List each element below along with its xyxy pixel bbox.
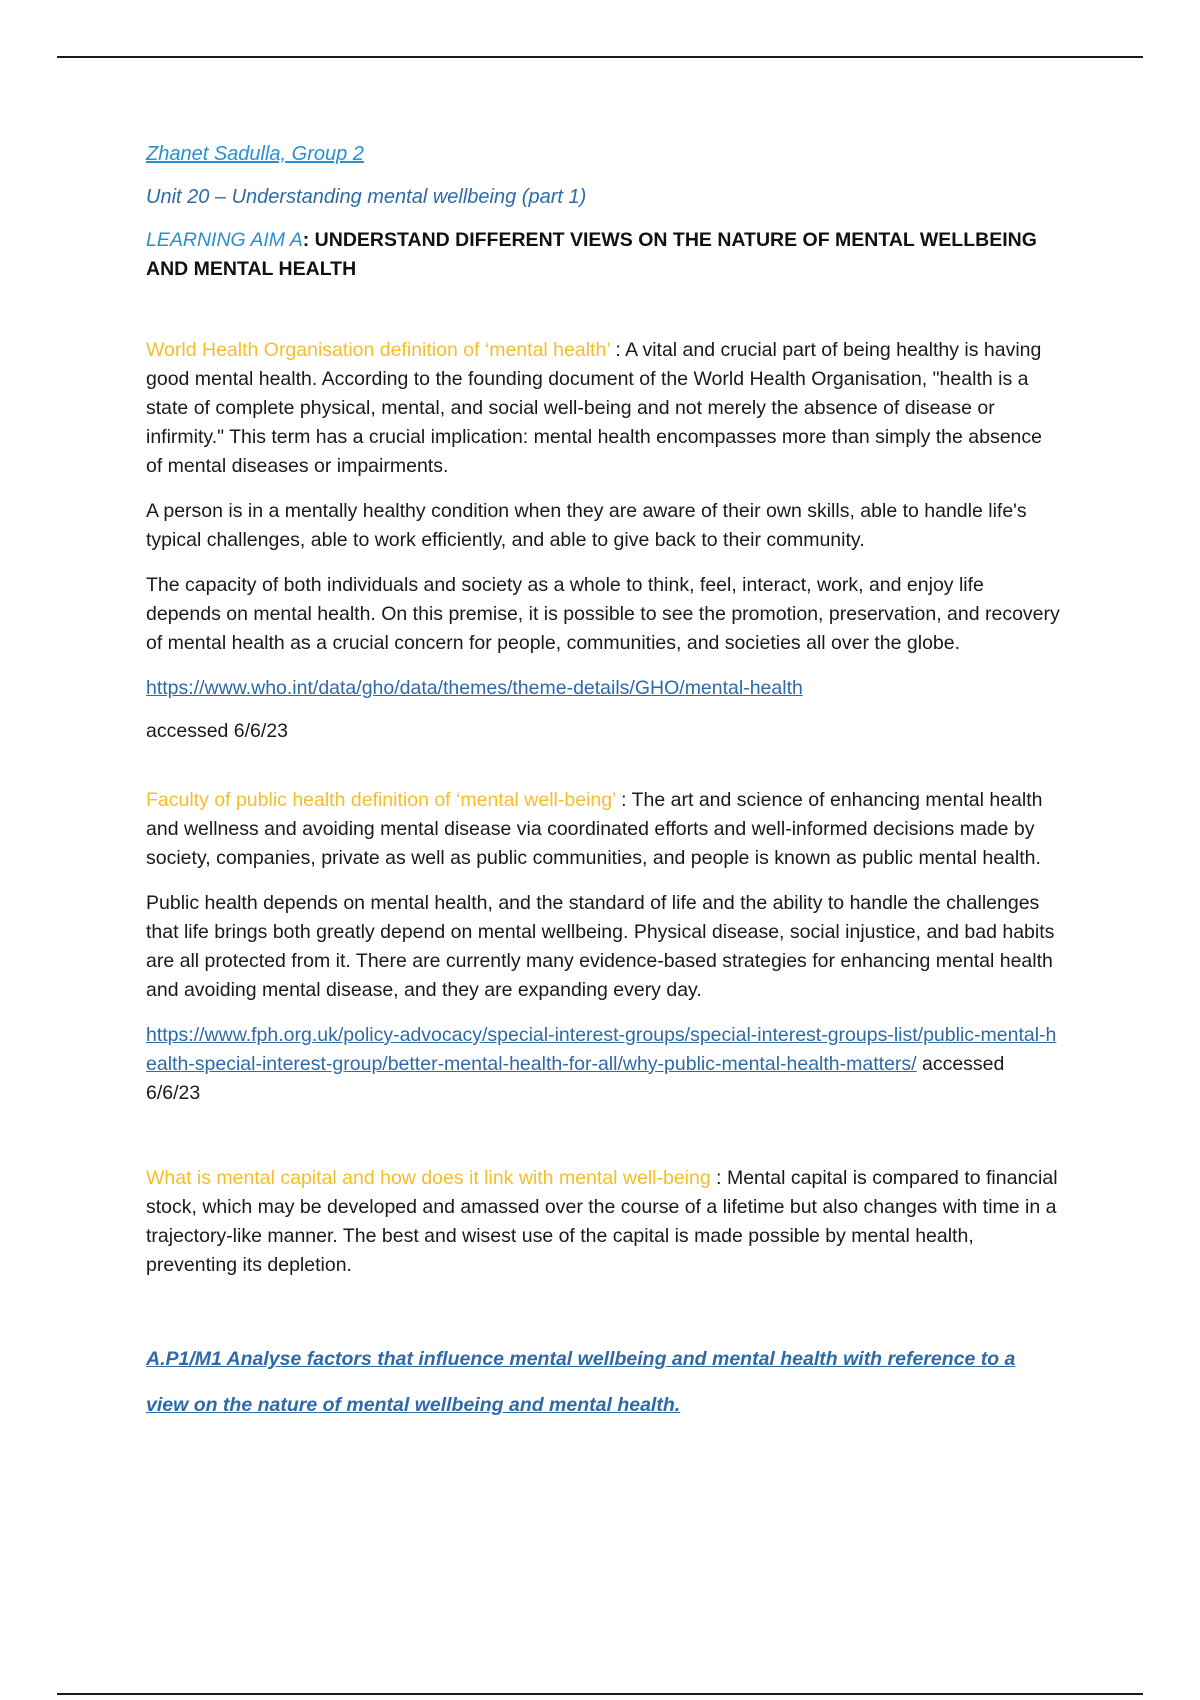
who-link-line: [146, 674, 1061, 703]
capital-paragraph: [146, 1164, 1061, 1280]
author-name[interactable]: Zhanet Sadulla, Group 2: [146, 143, 364, 165]
fph-section: [146, 786, 1061, 1108]
who-intro-text: : A vital and crucial part of being healthy is having good mental health. According to the founding document of the World Health Organisation, "health is a state of complete physical, mental, and social well-being and not merely the absence of disease or infirmity." This term has a crucial implication: mental health encompasses more than simply the absence of mental diseases or impairments.: [146, 339, 1043, 477]
fph-paragraph-2: Public health depends on mental health, and the standard of life and the ability to handle the challenges that life brings both greatly depend on mental wellbeing. Physical disease, social injustice, and bad habits are all protected from it. There are currently many evidence-based strategies for enhancing mental health and avoiding mental disease, and they are expanding every day.: [146, 892, 1055, 1001]
author-line: [146, 140, 1061, 183]
who-link[interactable]: https://www.who.int/data/gho/data/themes/theme-details/GHO/mental-health: [146, 677, 803, 699]
bottom-rule: [57, 1693, 1143, 1695]
task-heading[interactable]: A.P1/M1 Analyse factors that influence mental wellbeing and mental health with reference to a view on the nature of mental wellbeing and mental health.: [146, 1348, 1016, 1416]
task-section: [146, 1336, 1061, 1428]
document-body: [146, 140, 1061, 1428]
who-paragraph-2: A person is in a mentally healthy condition when they are aware of their own skills, able to handle life's typical challenges, able to work efficiently, and able to give back to their community.: [146, 500, 1027, 551]
learning-aim-label: LEARNING AIM A: [146, 229, 303, 251]
capital-section: [146, 1164, 1061, 1280]
capital-intro-text: : Mental capital is compared to financial stock, which may be developed and amassed over the course of a lifetime but also changes with time in a trajectory-like manner. The best and wisest use of the capital is made possible by mental health, preventing its depletion.: [146, 1167, 1058, 1276]
learning-aim: [146, 226, 1061, 284]
fph-accessed: accessed 6/6/23: [146, 1053, 1005, 1104]
fph-heading: Faculty of public health definition of ‘mental well-being’: [146, 789, 616, 811]
unit-title: Unit 20 – Understanding mental wellbeing (part 1): [146, 186, 587, 208]
who-accessed: accessed 6/6/23: [146, 720, 289, 742]
fph-intro-paragraph: [146, 786, 1061, 873]
who-section: [146, 336, 1061, 746]
capital-heading: What is mental capital and how does it link with mental well-being: [146, 1167, 711, 1189]
top-rule: [57, 56, 1143, 58]
fph-link-line: [146, 1021, 1061, 1108]
who-paragraph-3: The capacity of both individuals and society as a whole to think, feel, interact, work, and enjoy life depends on mental health. On this premise, it is possible to see the promotion, preservation, and recovery of mental health as a crucial concern for people, communities, and societies all over the globe.: [146, 574, 1060, 654]
learning-aim-text: : UNDERSTAND DIFFERENT VIEWS ON THE NATURE OF MENTAL WELLBEING AND MENTAL HEALTH: [146, 229, 1037, 280]
fph-intro-text: : The art and science of enhancing mental health and wellness and avoiding mental disease via coordinated efforts and well-informed decisions made by society, companies, private as well as public communities, and people is known as public mental health.: [146, 789, 1043, 869]
fph-link[interactable]: https://www.fph.org.uk/policy-advocacy/special-interest-groups/special-interest-groups-list/public-mental-health-special-interest-group/better-mental-health-for-all/why-public-mental-health-matters/: [146, 1024, 1057, 1075]
who-intro-paragraph: [146, 336, 1061, 481]
who-heading: World Health Organisation definition of ‘mental health’: [146, 339, 610, 361]
